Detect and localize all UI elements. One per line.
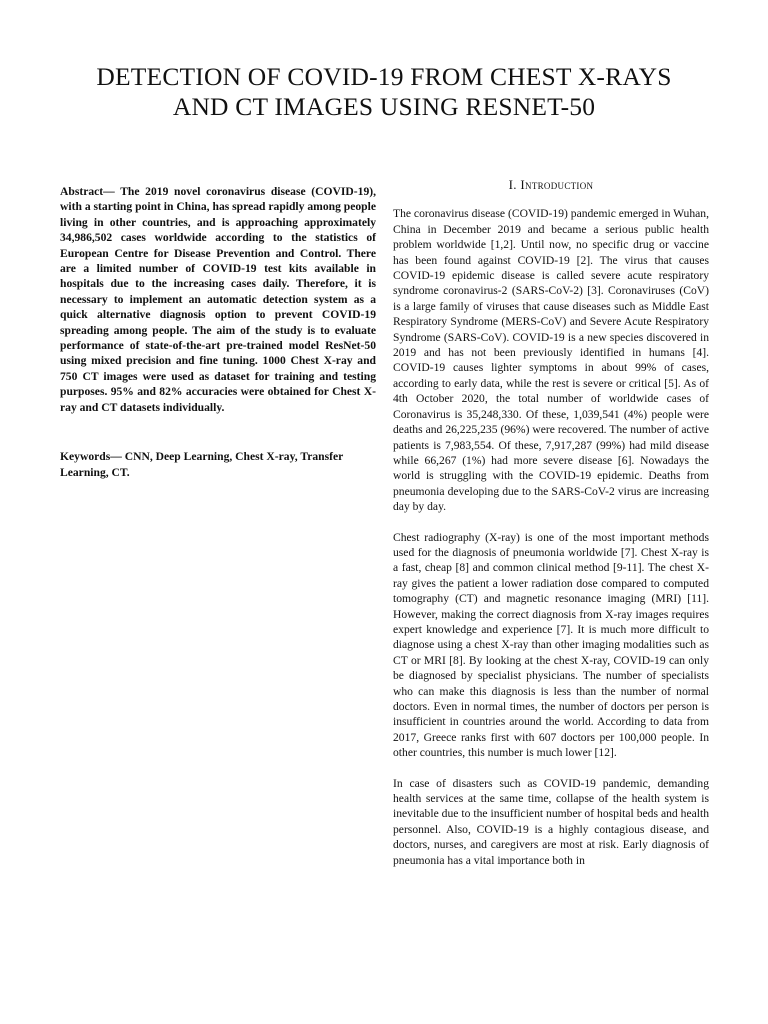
section-heading-introduction: I. Introduction — [508, 177, 594, 192]
body-paragraph: In case of disasters such as COVID-19 pandemic, demanding health services at the same time, collapse of the health system is inevitable due to the insufficient number of hospital beds and health personnel. Also, COVID-19 is a highly contagious disease, and doctors, nurses, and caregivers are most at risk. Early diagnosis of pneumonia has a vital importance both in — [393, 776, 709, 867]
paper-title — [40, 62, 728, 122]
body-paragraph: Chest radiography (X-ray) is one of the most important methods used for the diagnosis of pneumonia worldwide [7]. Chest X-ray is a fast, cheap [8] and common clinical method [9-11]. The chest X-ray gives the patient a lower radiation dose compared to computed tomography (CT) and magnetic resonance imaging (MRI) [11]. However, making the correct diagnosis from X-ray images requires expert knowledge and experience [7]. It is much more difficult to diagnose using a chest X-ray than other imaging modalities such as CT or MRI [8]. By looking at the chest X-ray, COVID-19 can only be diagnosed by specialist physicians. The number of specialists who can make this diagnosis is less than the number of normal doctors. Even in normal times, the number of doctors per person is insufficient in countries around the world. According to data from 2017, Greece ranks first with 607 doctors per 100,000 people. In other countries, this number is much lower [12]. — [393, 530, 709, 760]
keywords: Keywords— CNN, Deep Learning, Chest X-ray, Transfer Learning, CT. — [60, 450, 344, 479]
body-paragraph: The coronavirus disease (COVID-19) pandemic emerged in Wuhan, China in December 2019 and became a serious public health problem worldwide [1,2]. Until now, no specific drug or vaccine has been found against COVID-19 [2]. The virus that causes COVID-19 epidemic disease is called severe acute respiratory syndrome coronavirus-2 (SARS-CoV-2) [3]. Coronaviruses (CoV) is a large family of viruses that cause diseases such as Middle East Respiratory Syndrome (MERS-CoV) and Severe Acute Respiratory Syndrome (SARS-CoV). COVID-19 is a new species discovered in 2019 and has not been previously identified in humans [4]. COVID-19 causes lighter symptoms in about 99% of cases, according to early data, while the rest is severe or critical [5]. As of 4th October 2020, the total number of worldwide cases of Coronavirus is 35,248,330. Of these, 1,039,541 (4%) people were deaths and 26,225,235 (96%) were recovered. The number of active patients is 7,983,554. Of these, 7,917,287 (99%) had mild disease while 66,267 (1%) had more severe disease [6]. Nowadays the world is struggling with the COVID-19 epidemic. Deaths from pneumonia developing due to the SARS-CoV-2 virus are increasing day by day. — [393, 207, 709, 514]
abstract: Abstract— The 2019 novel coronavirus disease (COVID-19), with a starting point in China, has spread rapidly among people living in other countries, and is approaching approximately 34,986,502 cases worldwide according to the statistics of European Centre for Disease Prevention and Control. There are a limited number of COVID-19 test kits available in hospitals due to the increasing cases daily. Therefore, it is necessary to implement an automatic detection system as a quick alternative diagnosis option to prevent COVID-19 spreading among people. The aim of the study is to evaluate performance of state-of-the-art pre-trained model ResNet-50 using mixed precision and fine tuning. 1000 Chest X-ray and 750 CT images were used as dataset for training and testing purposes. 95% and 82% accuracies were obtained for Chest X-ray and CT datasets individually. — [60, 185, 376, 414]
right-column — [393, 177, 709, 883]
left-column — [60, 184, 376, 480]
title-line-1: DETECTION OF COVID-19 FROM CHEST X-RAYS — [96, 62, 672, 91]
title-line-2: AND CT IMAGES USING RESNET-50 — [172, 92, 596, 121]
